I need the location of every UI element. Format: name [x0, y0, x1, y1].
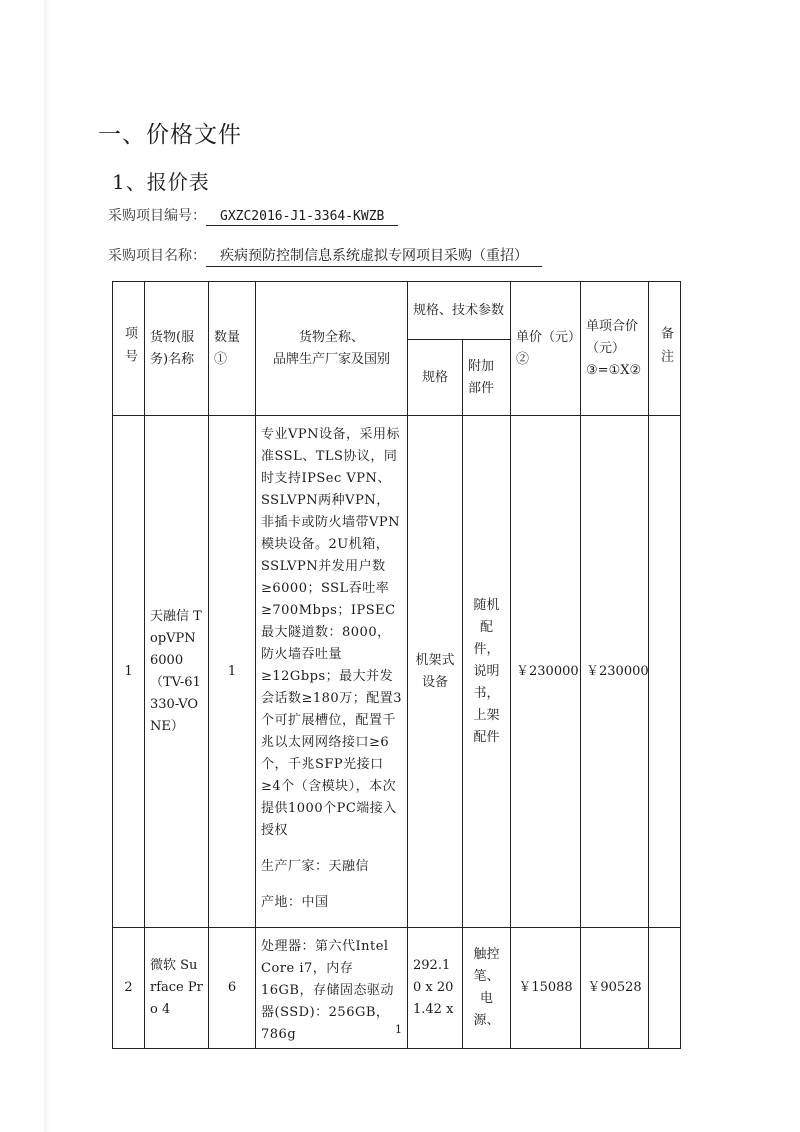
row-spec: 292.10 x 201.42 x	[408, 928, 463, 1049]
project-name-field	[108, 245, 542, 267]
page-number: 1	[395, 1023, 402, 1036]
row-quantity: 6	[209, 928, 256, 1049]
row-goods-name: 天融信 TopVPN 6000（TV-61330-VONE）	[145, 416, 209, 928]
row-total: ￥90528	[581, 928, 649, 1049]
project-number-label: 采购项目编号：	[108, 208, 206, 224]
scan-shadow	[44, 0, 52, 1132]
row-goods-name: 微软 Surface Pro 4	[145, 928, 209, 1049]
row-origin: 产地：中国	[261, 895, 329, 910]
section-title: 一、价格文件	[98, 122, 242, 148]
row-unit-price: ￥230000	[511, 416, 581, 928]
row-manufacturer: 生产厂家：天融信	[261, 859, 370, 874]
header-spec: 规格	[408, 340, 463, 416]
project-number-field	[108, 205, 398, 226]
project-number-value: GXZC2016-J1-3364-KWZB	[206, 209, 398, 226]
header-spec-group: 规格、技术参数	[408, 282, 511, 340]
project-name-value: 疾病预防控制信息系统虚拟专网项目采购（重招）	[206, 245, 542, 267]
row-remark	[649, 928, 681, 1049]
header-goods-name: 货物(服务)名称	[145, 282, 209, 416]
row-spec: 机架式设备	[408, 416, 463, 928]
subsection-title: 1、报价表	[112, 170, 210, 194]
header-accessories: 附加部件	[463, 340, 511, 416]
row-description	[256, 416, 408, 928]
row-quantity: 1	[209, 416, 256, 928]
project-name-label: 采购项目名称：	[108, 248, 206, 264]
header-full-name: 货物全称、 品牌生产厂家及国别	[256, 282, 408, 416]
header-unit-price: 单价（元）②	[511, 282, 581, 416]
header-quantity: 数量①	[209, 282, 256, 416]
quotation-table	[112, 281, 681, 1049]
row-accessories: 随机配件，说明书，上架配件	[463, 416, 511, 928]
row-unit-price: ￥15088	[511, 928, 581, 1049]
table-row	[113, 416, 681, 928]
row-index: 1	[113, 416, 145, 928]
row-accessories: 触控笔、电源、	[463, 928, 511, 1049]
header-item-total: 单项合价（元） ③=①X②	[581, 282, 649, 416]
row-description-text: 专业VPN设备，采用标准SSL、TLS协议，同时支持IPSec VPN、SSLVPN两种VPN，非插卡或防火墙带VPN模块设备。2U机箱，SSLVPN并发用户数≥6000；SSL吞吐率≥700Mbps；IPSEC最大隧道数：8000，防火墙吞吐量≥12Gbps；最大并发会话数≥180万；配置3个可扩展槽位，配置千兆以太网网络接口≥6个，千兆SFP光接口≥4个（含模块），本次提供1000个PC端接入授权	[261, 427, 402, 838]
header-remark: 备注	[649, 282, 681, 416]
row-index: 2	[113, 928, 145, 1049]
row-description: 处理器：第六代Intel Core i7，内存16GB，存储固态驱动器(SSD)：256GB，786g	[256, 928, 408, 1049]
row-remark	[649, 416, 681, 928]
row-total: ￥230000	[581, 416, 649, 928]
header-index: 项号	[113, 282, 145, 416]
